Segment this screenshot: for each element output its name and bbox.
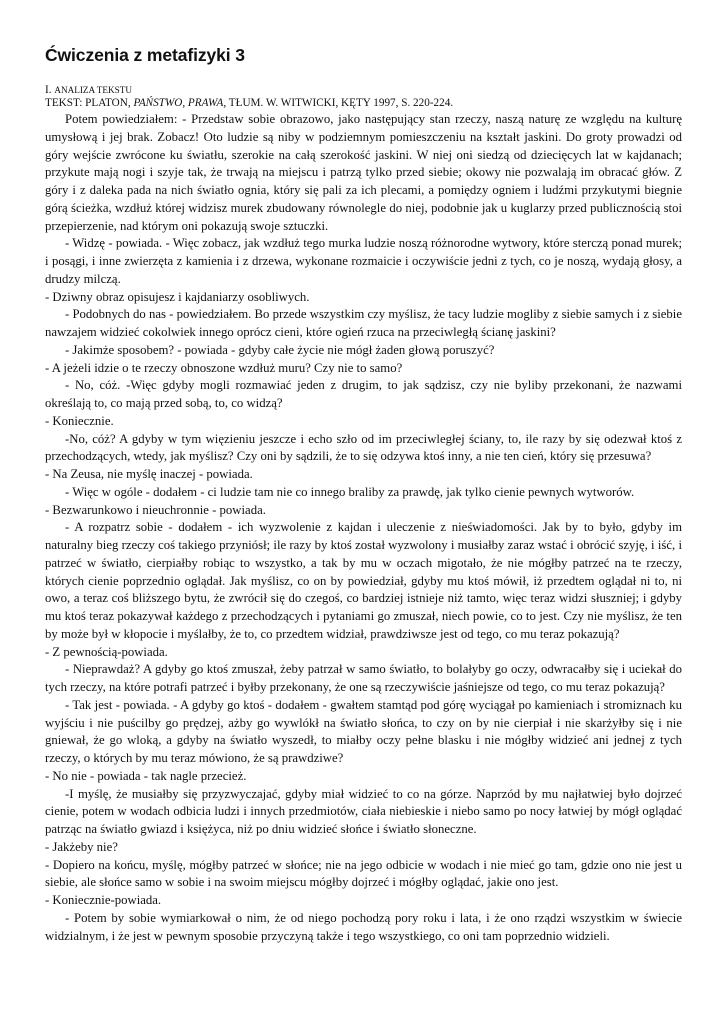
paragraph: - Jakżeby nie? xyxy=(45,839,118,854)
paragraph: -No, cóż? A gdyby w tym więzieniu jeszcze i echo szło od im przeciwległej ściany, to, ile razy by się odezwał ktoś z przechodzących, wtedy, jak myślisz? Czy oni by sądzili, że to się odzywa ktoś inny, a nie ten cień, który się przesuwa? xyxy=(45,431,682,464)
paragraph: Potem powiedziałem: - Przedstaw sobie obrazowo, jako następujący stan rzeczy, naszą naturę ze względu na kulturę umysłową i jej brak. Zobacz! Oto ludzie są niby w podziemnym pomieszczeniu na kształt jaskini. Do groty prowadzi od góry wejście zwrócone ku światłu, szerokie na całą szerokość jaskini. W niej oni siedzą od dziecięcych lat w kajdanach; przykute mają nogi i szyje tak, że trwają na miejscu i patrzą tylko przed siebie; okowy nie pozwalają im obracać głów. Z góry i z daleka pada na nich światło ognia, który się pali za ich plecami, a pomiędzy ogniem i ludźmi przykutymi biegnie górą ścieżka, wzdłuż której widzisz murek zbudowany równolegle do niej, podobnie jak u kuglarzy przed publicznością stoi przepierzenie, nad którym oni pokazują swoje sztuczki. xyxy=(45,112,682,233)
paragraph: - Nieprawdaż? A gdyby go ktoś zmuszał, żeby patrzał w samo światło, to bolałyby go oczy, odwracałby się i uciekał do tych rzeczy, na które potrafi patrzeć i byłby przekonany, że one są rzeczywiście jaśniejsze od tego, co mu teraz pokazują? xyxy=(45,662,682,694)
paragraph: - Więc w ogóle - dodałem - ci ludzie tam nie co innego braliby za prawdę, jak tylko cienie pewnych wytworów. xyxy=(65,484,635,499)
section-heading xyxy=(45,84,682,97)
section-numeral: I. xyxy=(45,84,55,96)
document-page xyxy=(45,44,682,945)
paragraph: - Jakimże sposobem? - powiada - gdyby całe życie nie mógł żaden głową poruszyć? xyxy=(65,342,495,357)
section-label: ANALIZA TEKSTU xyxy=(54,85,132,95)
paragraph: - Potem by sobie wymiarkował o nim, że od niego pochodzą pory roku i lata, i że ono rządzi wszystkim w świecie widzialnym, i że jest w pewnym sposobie przyczyną także i tego wszystkiego, co oni tam poprzednio widzieli. xyxy=(45,910,682,943)
paragraph: - A rozpatrz sobie - dodałem - ich wyzwolenie z kajdan i uleczenie z nieświadomości. Jak by to było, gdyby im naturalny bieg rzeczy coś takiego przyniósł; ile razy by ktoś został wyzwolony i musiałby zaraz wstać i obrócić szyję, i iść, i patrzeć w światło, cierpiałby robiąc to wszystko, a tak by mu w oczach migotało, że nie mógłby patrzeć na te rzeczy, których cienie poprzednio oglądał. Jak myślisz, co on by powiedział, gdyby mu ktoś mówił, iż przedtem oglądał ni to, ni owo, a teraz coś bliższego bytu, że zwrócił się do czegoś, co bardziej istnieje niż tamto, więc teraz widzi słuszniej; i gdyby mu ktoś teraz pokazywał każdego z przechodzących i pytaniami go zmuszał, niech powie, co to jest. Czy nie myślisz, że ten by może był w kłopocie i myślałby, że to, co przedtem widział, prawdziwsze jest od tego, co mu teraz pokazują? xyxy=(45,520,682,641)
paragraph: - Na Zeusa, nie myślę inaczej - powiada. xyxy=(45,467,253,481)
paragraph: - Koniecznie-powiada. xyxy=(45,893,162,907)
document-title: Ćwiczenia z metafizyki 3 xyxy=(45,45,245,65)
paragraph: - Koniecznie. xyxy=(45,413,114,428)
paragraph: - A jeżeli idzie o te rzeczy obnoszone wzdłuż muru? Czy nie to samo? xyxy=(45,360,403,375)
paragraph: - Bezwarunkowo i nieuchronnie - powiada. xyxy=(45,502,266,517)
document-body xyxy=(45,111,682,945)
source-suffix: TŁUM. W. WITWICKI, KĘTY 1997, S. 220-224. xyxy=(226,97,454,109)
source-title: PAŃSTWO, PRAWA, xyxy=(133,97,227,109)
paragraph: - No, cóż. -Więc gdyby mogli rozmawiać jeden z drugim, to jak sądzisz, czy nie byliby przekonani, że nazwami określają to, co mają przed sobą, to, co widzą? xyxy=(45,378,682,410)
paragraph: -I myślę, że musiałby się przyzwyczajać, gdyby miał widzieć to co na górze. Naprzód by mu najłatwiej było dojrzeć cienie, potem w wodach odbicia ludzi i innych przedmiotów, ciała niebieskie i niebo samo po nocy łatwiej by mógł oglądać patrząc na światło gwiazd i księżyca, niż po dniu widzieć słońce i światło słoneczne. xyxy=(45,786,682,836)
paragraph: - Dopiero na końcu, myślę, mógłby patrzeć w słońce; nie na jego odbicie w wodach i nie mieć go tam, gdzie ono nie jest u siebie, ale słońce samo w sobie i na swoim miejscu mógłby dojrzeć i mógłby oglądać, jakie ono jest. xyxy=(45,857,682,890)
paragraph: - Tak jest - powiada. - A gdyby go ktoś - dodałem - gwałtem stamtąd pod górę wyciągał po kamieniach i stromiznach ku wyjściu i nie puścilby go prędzej, ażby go wywlókł na światło słońca, to czy on by nie cierpiał i nie skarżyłby się i nie gniewał, że go wloką, a gdyby na światło wyszedł, to miałby oczy pełne blasku i nie mógłby widzieć ani jednej z tych rzeczy, o których by mu teraz mówiono, że są prawdziwe? xyxy=(45,697,682,765)
source-prefix: TEKST: PLATON, xyxy=(45,97,134,109)
paragraph: - Z pewnością-powiada. xyxy=(45,644,168,659)
paragraph: - Dziwny obraz opisujesz i kajdaniarzy osobliwych. xyxy=(45,289,310,304)
paragraph: - Podobnych do nas - powiedziałem. Bo przede wszystkim czy myślisz, że tacy ludzie mogliby z siebie samych i z siebie nawzajem widzieć cokolwiek innego oprócz cieni, które ogień rzuca na przeciwległą ścianę jaskini? xyxy=(45,307,682,339)
paragraph: - Widzę - powiada. - Więc zobacz, jak wzdłuż tego murka ludzie noszą różnorodne wytwory, które sterczą ponad murek; i posągi, i inne zwierzęta z kamienia i z drzewa, wykonane rozmaicie i oczywiście jedni z tych, co je noszą, wydają głosy, a drudzy milczą. xyxy=(45,236,682,286)
source-citation xyxy=(45,97,682,110)
paragraph: - No nie - powiada - tak nagle przecież. xyxy=(45,768,247,783)
